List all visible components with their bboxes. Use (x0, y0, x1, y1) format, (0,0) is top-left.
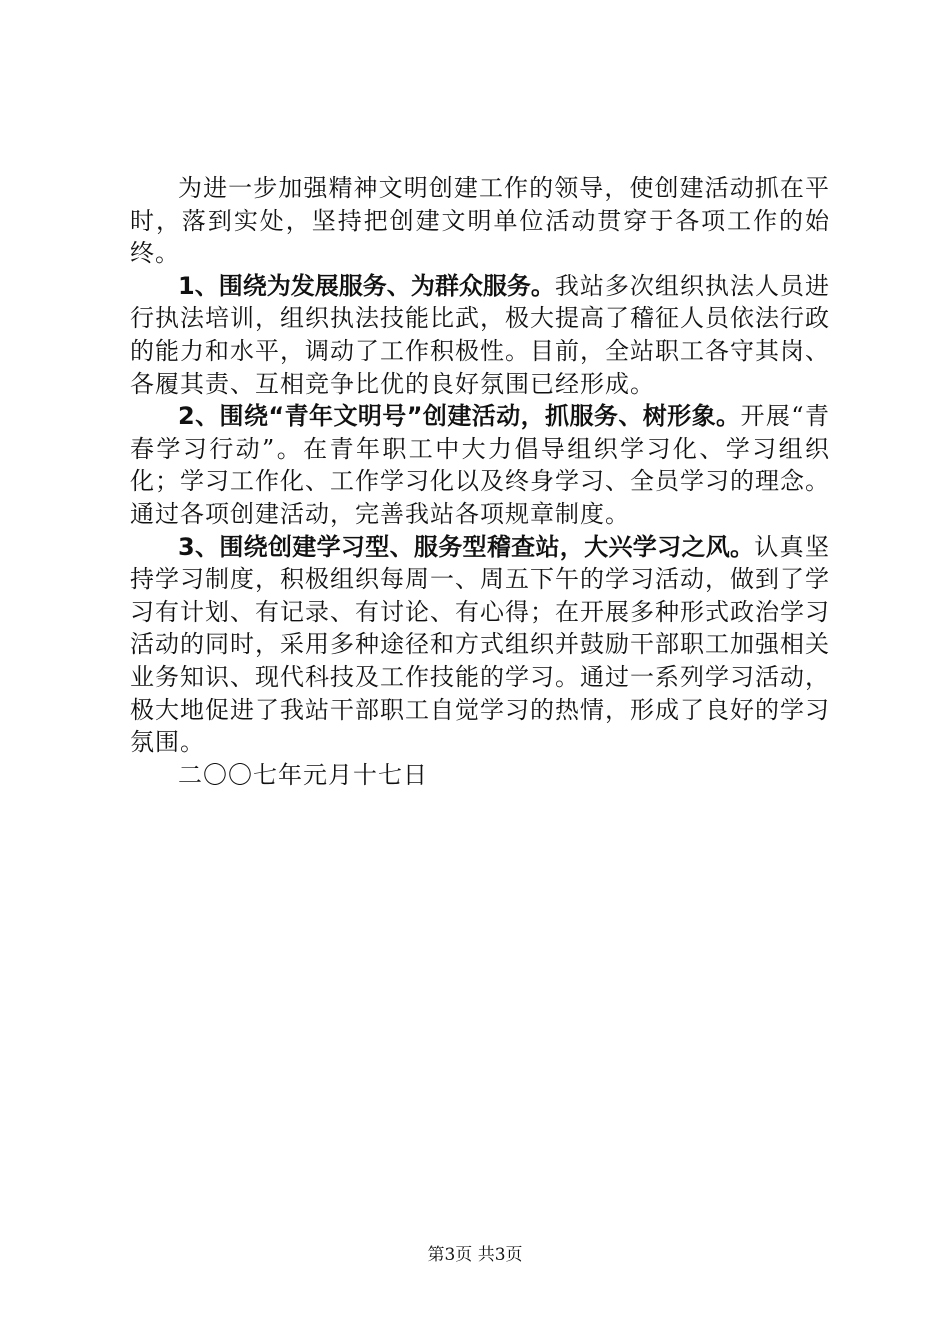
item-paragraph-2 (130, 400, 830, 530)
date-line: 二〇〇七年元月十七日 (178, 760, 428, 789)
page-footer: 第3页 共3页 (427, 1245, 523, 1265)
item-paragraph-3 (130, 531, 830, 759)
item-heading-1: 1、围绕为发展服务、为群众服务。 (178, 271, 555, 300)
item-text-3: 认真坚持学习制度，积极组织每周一、周五下午的学习活动，做到了学习有计划、有记录、有讨论、有心得；在开展多种形式政治学习活动的同时，采用多种途径和方式组织并鼓励干部职工加强相关业务知识、现代科技及工作技能的学习。通过一系列学习活动，极大地促进了我站干部职工自觉学习的热情，形成了良好的学习氛围。 (130, 532, 830, 757)
item-paragraph-1 (130, 270, 830, 400)
document-body (130, 172, 830, 791)
item-heading-3: 3、围绕创建学习型、服务型稽查站，大兴学习之风。 (178, 532, 755, 561)
item-text-1: 我站多次组织执法人员进行执法培训，组织执法技能比武，极大提高了稽征人员依法行政的能力和水平，调动了工作积极性。目前，全站职工各守其岗、各履其责、互相竞争比优的良好氛围已经形成。 (130, 271, 831, 398)
item-heading-2: 2、围绕“青年文明号”创建活动，抓服务、树形象。 (178, 402, 741, 431)
item-text-2: 开展“青春学习行动”。在青年职工中大力倡导组织学习化、学习组织化；学习工作化、工作学习化以及终身学习、全员学习的理念。通过各项创建活动，完善我站各项规章制度。 (130, 402, 830, 528)
intro-paragraph: 为进一步加强精神文明创建工作的领导，使创建活动抓在平时，落到实处，坚持把创建文明单位活动贯穿于各项工作的始终。 (130, 174, 830, 268)
